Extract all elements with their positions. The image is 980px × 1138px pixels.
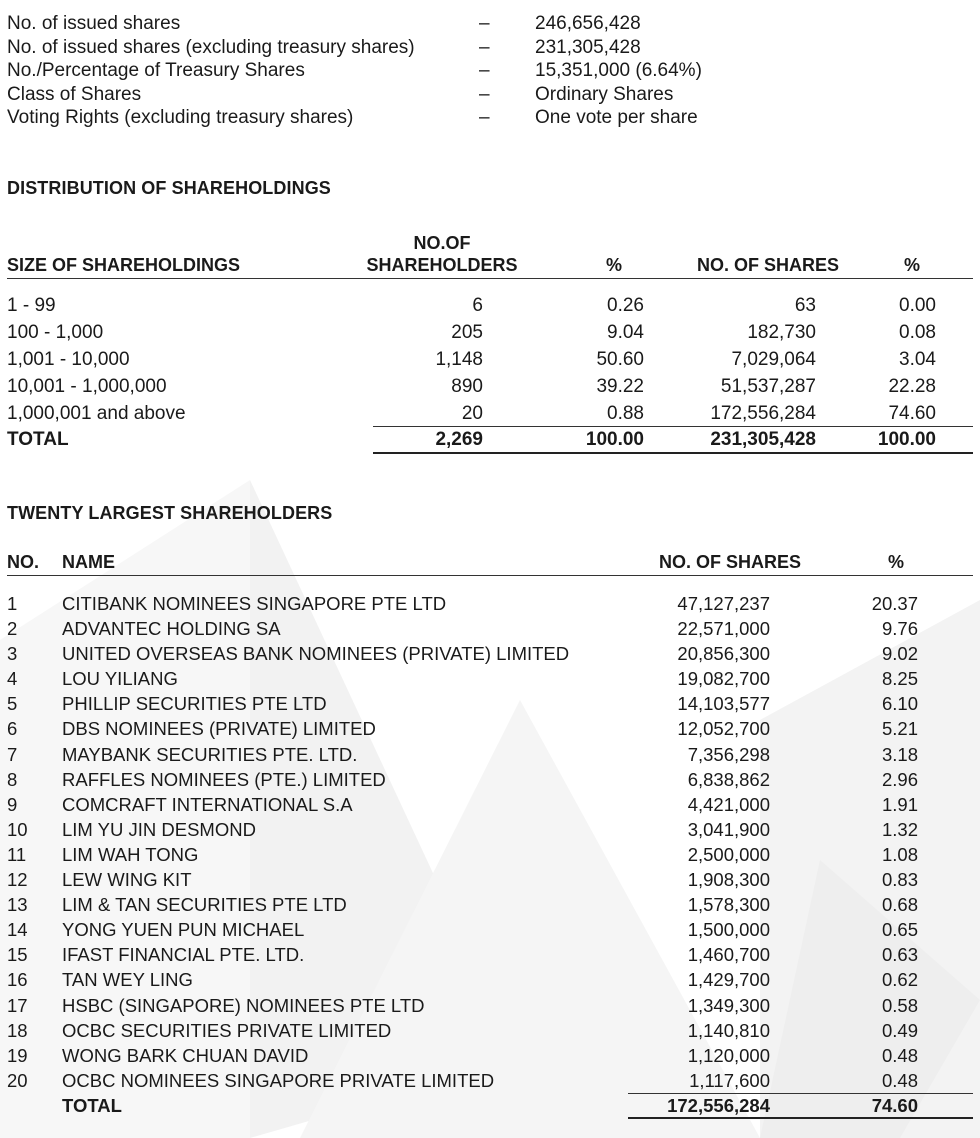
list-item bbox=[0, 716, 980, 741]
size-range: 1,001 - 10,000 bbox=[7, 349, 130, 370]
shares-count: 1,117,600 bbox=[689, 1069, 770, 1091]
row-number: 5 bbox=[7, 693, 18, 715]
twenty-total-shares: 172,556,284 bbox=[667, 1094, 770, 1116]
total-bottom-rule bbox=[373, 452, 973, 454]
size-range: 10,001 - 1,000,000 bbox=[7, 376, 167, 397]
table-row bbox=[0, 373, 980, 400]
summary-dash: – bbox=[479, 13, 490, 34]
header-shareholders-line1: NO.OF bbox=[413, 233, 471, 253]
shareholder-name: WONG BARK CHUAN DAVID bbox=[62, 1044, 309, 1066]
shareholders-count: 6 bbox=[472, 295, 483, 316]
shares-pct: 9.76 bbox=[881, 618, 918, 640]
shares-count: 2,500,000 bbox=[687, 843, 770, 865]
row-number: 3 bbox=[7, 643, 18, 665]
list-item bbox=[0, 792, 980, 817]
row-number: 1 bbox=[7, 593, 18, 614]
header-percent: % bbox=[887, 552, 904, 572]
shares-count: 172,556,284 bbox=[710, 403, 816, 424]
row-number: 2 bbox=[7, 618, 18, 640]
shareholder-name: OCBC SECURITIES PRIVATE LIMITED bbox=[62, 1019, 392, 1041]
row-number: 7 bbox=[7, 743, 18, 765]
summary-label: No. of issued shares bbox=[7, 13, 181, 34]
twenty-heading: TWENTY LARGEST SHAREHOLDERS bbox=[7, 503, 333, 523]
shares-count: 3,041,900 bbox=[687, 818, 770, 840]
shares-count: 1,429,700 bbox=[687, 969, 770, 991]
shares-pct: 74.60 bbox=[888, 403, 936, 424]
twenty-largest-table bbox=[0, 549, 980, 1118]
summary-row bbox=[7, 59, 967, 83]
shares-count: 1,120,000 bbox=[687, 1044, 770, 1066]
list-item bbox=[0, 942, 980, 967]
list-item bbox=[0, 742, 980, 767]
summary-value: 231,305,428 bbox=[535, 36, 641, 58]
row-number: 15 bbox=[7, 944, 28, 966]
shareholder-name: MAYBANK SECURITIES PTE. LTD. bbox=[62, 743, 358, 765]
header-pct2: % bbox=[903, 255, 920, 275]
shares-count: 1,140,810 bbox=[687, 1019, 770, 1041]
shares-count: 47,127,237 bbox=[677, 593, 770, 614]
row-number: 6 bbox=[7, 718, 18, 740]
header-no: NO. bbox=[7, 552, 40, 572]
row-number: 8 bbox=[7, 768, 18, 790]
header-size: SIZE OF SHAREHOLDINGS bbox=[7, 255, 241, 275]
shareholder-name: UNITED OVERSEAS BANK NOMINEES (PRIVATE) LIMITED bbox=[62, 643, 570, 665]
shareholder-name: LIM & TAN SECURITIES PTE LTD bbox=[62, 894, 347, 916]
shareholder-name: YONG YUEN PUN MICHAEL bbox=[62, 919, 305, 941]
shares-pct: 0.63 bbox=[881, 944, 918, 966]
row-number: 4 bbox=[7, 668, 18, 690]
row-number: 9 bbox=[7, 793, 18, 815]
shares-pct: 8.25 bbox=[881, 668, 918, 690]
table-row bbox=[0, 319, 980, 346]
total-shares: 231,305,428 bbox=[710, 429, 816, 450]
shares-pct: 1.32 bbox=[881, 818, 918, 840]
shareholder-name: LIM YU JIN DESMOND bbox=[62, 818, 256, 840]
distribution-table bbox=[0, 228, 980, 453]
shareholders-pct: 0.26 bbox=[607, 295, 644, 316]
row-number: 14 bbox=[7, 919, 28, 941]
shareholder-name: HSBC (SINGAPORE) NOMINEES PTE LTD bbox=[62, 994, 425, 1016]
row-number: 11 bbox=[7, 843, 27, 865]
summary-row bbox=[7, 106, 967, 130]
shares-count: 4,421,000 bbox=[687, 793, 770, 815]
list-item bbox=[0, 591, 980, 616]
table-row bbox=[0, 400, 980, 427]
list-item bbox=[0, 817, 980, 842]
shares-count: 19,082,700 bbox=[677, 668, 770, 690]
list-item bbox=[0, 666, 980, 691]
distribution-header bbox=[0, 228, 980, 278]
shares-pct: 9.02 bbox=[881, 643, 918, 665]
shares-count: 1,908,300 bbox=[687, 869, 770, 891]
row-number: 20 bbox=[7, 1069, 28, 1091]
shareholder-name: IFAST FINANCIAL PTE. LTD. bbox=[62, 944, 305, 966]
list-item bbox=[0, 1043, 980, 1068]
shares-pct: 1.91 bbox=[881, 793, 918, 815]
shareholder-name: PHILLIP SECURITIES PTE LTD bbox=[62, 693, 327, 715]
shareholder-name: TAN WEY LING bbox=[62, 969, 193, 991]
summary-dash: – bbox=[479, 83, 490, 105]
distribution-header-rule bbox=[7, 278, 973, 279]
list-item bbox=[0, 1018, 980, 1043]
shares-count: 12,052,700 bbox=[677, 718, 770, 740]
shareholders-count: 205 bbox=[451, 322, 483, 343]
shareholder-name: RAFFLES NOMINEES (PTE.) LIMITED bbox=[62, 768, 386, 790]
shares-pct: 0.48 bbox=[881, 1044, 918, 1066]
size-range: 1 - 99 bbox=[7, 295, 56, 316]
shareholders-count: 890 bbox=[451, 376, 483, 397]
row-number: 19 bbox=[7, 1044, 28, 1066]
shares-pct: 0.58 bbox=[881, 994, 918, 1016]
twenty-total-pct: 74.60 bbox=[871, 1094, 918, 1116]
shares-count: 63 bbox=[794, 295, 816, 316]
summary-value: Ordinary Shares bbox=[535, 83, 674, 105]
total-pct2: 100.00 bbox=[877, 429, 936, 450]
shareholder-name: OCBC NOMINEES SINGAPORE PRIVATE LIMITED bbox=[62, 1069, 495, 1091]
shareholder-name: DBS NOMINEES (PRIVATE) LIMITED bbox=[62, 718, 376, 740]
shares-count: 1,349,300 bbox=[687, 994, 770, 1016]
summary-value: 246,656,428 bbox=[535, 13, 641, 34]
shareholder-name: LOU YILIANG bbox=[62, 668, 178, 690]
total-pct1: 100.00 bbox=[585, 429, 644, 450]
shares-count: 22,571,000 bbox=[677, 618, 770, 640]
header-name: NAME bbox=[62, 552, 115, 572]
shares-pct: 0.62 bbox=[881, 969, 918, 991]
row-number: 12 bbox=[7, 869, 28, 891]
twenty-total-bottom-rule bbox=[628, 1117, 973, 1119]
shareholders-count: 1,148 bbox=[435, 349, 483, 370]
summary-row bbox=[7, 12, 967, 36]
summary-label: Class of Shares bbox=[7, 83, 142, 105]
shares-count: 1,460,700 bbox=[687, 944, 770, 966]
shareholders-count: 20 bbox=[461, 403, 483, 424]
twenty-header-rule bbox=[7, 575, 973, 576]
shares-count: 1,500,000 bbox=[687, 919, 770, 941]
shares-pct: 3.04 bbox=[899, 349, 936, 370]
list-item bbox=[0, 767, 980, 792]
row-number: 13 bbox=[7, 894, 28, 916]
total-shareholders: 2,269 bbox=[435, 429, 483, 450]
row-number: 18 bbox=[7, 1019, 28, 1041]
shares-count: 7,029,064 bbox=[731, 349, 816, 370]
row-number: 16 bbox=[7, 969, 28, 991]
list-item bbox=[0, 842, 980, 867]
shares-pct: 0.49 bbox=[881, 1019, 918, 1041]
shares-pct: 1.08 bbox=[881, 843, 918, 865]
shares-count: 182,730 bbox=[747, 322, 816, 343]
twenty-header bbox=[0, 549, 980, 575]
summary-value: One vote per share bbox=[535, 107, 698, 129]
shareholders-pct: 39.22 bbox=[596, 376, 644, 397]
list-item bbox=[0, 967, 980, 992]
header-no-of-shares: NO. OF SHARES bbox=[658, 552, 801, 572]
shareholder-name: CITIBANK NOMINEES SINGAPORE PTE LTD bbox=[62, 593, 447, 614]
shares-count: 6,838,862 bbox=[687, 768, 770, 790]
shareholders-pct: 50.60 bbox=[596, 349, 644, 370]
summary-label: No. of issued shares (excluding treasury shares) bbox=[7, 36, 415, 58]
size-range: 100 - 1,000 bbox=[7, 322, 104, 343]
shares-count: 20,856,300 bbox=[677, 643, 770, 665]
shares-pct: 22.28 bbox=[888, 376, 936, 397]
shares-pct: 0.68 bbox=[881, 894, 918, 916]
twenty-total-label: TOTAL bbox=[62, 1094, 122, 1116]
list-item bbox=[0, 993, 980, 1018]
shareholder-name: LEW WING KIT bbox=[62, 869, 192, 891]
twenty-total-row bbox=[0, 1093, 980, 1118]
list-item bbox=[0, 641, 980, 666]
table-row bbox=[0, 292, 980, 319]
summary-row bbox=[7, 36, 967, 60]
list-item bbox=[0, 892, 980, 917]
summary-value: 15,351,000 (6.64%) bbox=[535, 60, 702, 82]
shares-pct: 0.00 bbox=[899, 295, 936, 316]
shares-pct: 0.65 bbox=[881, 919, 918, 941]
summary-dash: – bbox=[479, 36, 490, 58]
list-item bbox=[0, 1068, 980, 1093]
shares-pct: 0.08 bbox=[899, 322, 936, 343]
shareholder-name: LIM WAH TONG bbox=[62, 843, 199, 865]
header-pct1: % bbox=[605, 255, 622, 275]
shares-pct: 6.10 bbox=[881, 693, 918, 715]
shares-count: 1,578,300 bbox=[687, 894, 770, 916]
shareholder-name: COMCRAFT INTERNATIONAL S.A bbox=[62, 793, 353, 815]
shareholders-pct: 9.04 bbox=[607, 322, 644, 343]
summary-dash: – bbox=[479, 107, 490, 129]
total-label: TOTAL bbox=[7, 429, 69, 450]
summary-row bbox=[7, 83, 967, 107]
share-summary bbox=[7, 12, 967, 130]
list-item bbox=[0, 917, 980, 942]
shares-pct: 20.37 bbox=[871, 593, 918, 614]
shares-pct: 2.96 bbox=[881, 768, 918, 790]
row-number: 17 bbox=[7, 994, 28, 1016]
shareholder-name: ADVANTEC HOLDING SA bbox=[62, 618, 281, 640]
distribution-heading: DISTRIBUTION OF SHAREHOLDINGS bbox=[7, 178, 331, 198]
shares-count: 14,103,577 bbox=[677, 693, 770, 715]
table-row bbox=[0, 346, 980, 373]
shares-pct: 3.18 bbox=[881, 743, 918, 765]
summary-label: Voting Rights (excluding treasury shares) bbox=[7, 107, 354, 129]
size-range: 1,000,001 and above bbox=[7, 403, 186, 424]
shares-pct: 5.21 bbox=[881, 718, 918, 740]
row-number: 10 bbox=[7, 818, 28, 840]
header-shareholders-line2: SHAREHOLDERS bbox=[366, 255, 518, 275]
summary-label: No./Percentage of Treasury Shares bbox=[7, 60, 305, 82]
shares-pct: 0.83 bbox=[881, 869, 918, 891]
shares-count: 51,537,287 bbox=[720, 376, 816, 397]
list-item bbox=[0, 867, 980, 892]
list-item bbox=[0, 616, 980, 641]
shares-pct: 0.48 bbox=[881, 1069, 918, 1091]
list-item bbox=[0, 691, 980, 716]
shares-count: 7,356,298 bbox=[687, 743, 770, 765]
shareholders-pct: 0.88 bbox=[607, 403, 644, 424]
distribution-total-row bbox=[0, 426, 980, 453]
header-shares: NO. OF SHARES bbox=[696, 255, 839, 275]
summary-dash: – bbox=[479, 60, 490, 82]
